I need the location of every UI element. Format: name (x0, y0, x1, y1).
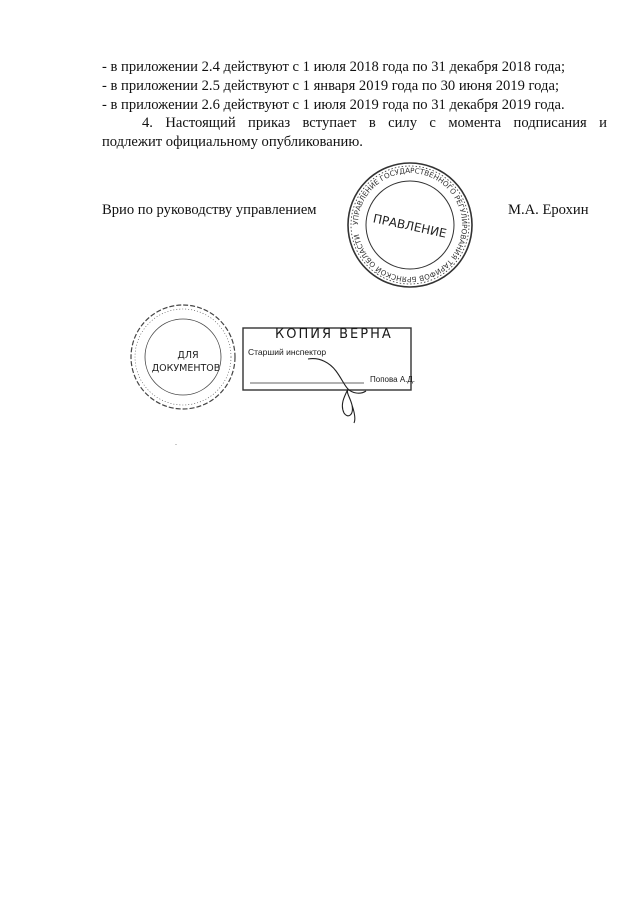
seal-docs-line-2: ДОКУМЕНТОВ (151, 363, 221, 374)
appendix-line-2-6: - в приложении 2.6 действуют с 1 июля 2019 года по 31 декабря 2019 года. (102, 97, 565, 113)
appendix-line-2-5: - в приложении 2.5 действуют с 1 января 2019 года по 30 июня 2019 года; (102, 78, 559, 94)
copy-stamp-role: Старший инспектор (248, 347, 327, 357)
seal-docs-line-1: ДЛЯ (177, 350, 199, 361)
clause-4-line-1: 4. Настоящий приказ вступает в силу с момента подписания и (142, 115, 607, 131)
clause-4-line-2: подлежит официальному опубликованию. (102, 134, 363, 150)
handwritten-signature (300, 345, 380, 425)
documents-round-seal (128, 302, 238, 412)
signer-title: Врио по руководству управлением (102, 202, 317, 218)
copy-stamp-name: Попова А.Д. (370, 375, 416, 384)
copy-verified-title: КОПИЯ ВЕРНА (275, 327, 393, 342)
clause-4-paragraph (102, 114, 607, 152)
signer-name: М.А. Ерохин (508, 202, 589, 218)
official-round-seal (345, 160, 475, 290)
seal-ring-text: УПРАВЛЕНИЕ ГОСУДАРСТВЕННОГО РЕГУЛИРОВАНИЯ ТАРИФОВ БРЯНСКОЙ ОБЛАСТИ (350, 165, 470, 285)
scan-speck: . (175, 438, 177, 447)
appendix-line-2-4: - в приложении 2.4 действуют с 1 июля 2018 года по 31 декабря 2018 года; (102, 59, 566, 75)
seal-center-text: ПРАВЛЕНИЕ (371, 211, 448, 241)
